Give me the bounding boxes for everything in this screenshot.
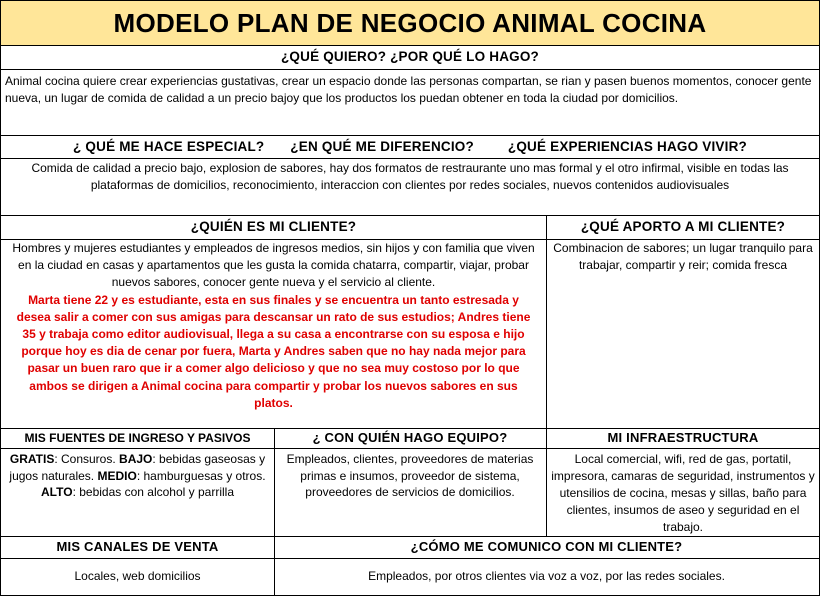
cliente-persona-text: Marta tiene 22 y es estudiante, esta en sus finales y se encuentra un tanto estresada y desea salir a comer con sus amigas para descansar un rato de sus estudios; Andres tiene 35 y trabaja como editor audiovisual, llega a su casa a encontrarse con su esposa e hijo porque hoy es dia de cenar por fuera, Marta y Andres saben que no hay nada mejor para pasar un buen raro que ir a comer algo delicioso y que no sea muy costoso por lo que ambos se dirigen a Animal cocina para compartir y probar los nuevos sabores en sus platos. bbox=[16, 292, 531, 410]
especial-section bbox=[0, 159, 820, 216]
bajo-text: : bebidas gaseosas y jugos naturales. bbox=[9, 452, 266, 483]
medio-label: MEDIO bbox=[97, 468, 137, 483]
medio-text: : hamburguesas y otros. bbox=[136, 468, 266, 483]
canales-text: Locales, web domicilios bbox=[74, 569, 201, 583]
gratis-text: : Consuros. bbox=[54, 452, 120, 466]
especial-header bbox=[0, 136, 820, 159]
cliente-header-text: ¿QUIÉN ES MI CLIENTE? bbox=[190, 219, 357, 234]
especial-text: Comida de calidad a precio bajo, explosion de sabores, hay dos formatos de restraurante uno mas formal y el otro infirmal, visible en todas las plataformas de domicilios, reconocimiento, interaccion con clientes por redes sociales, nuevos contenidos audiovisuales bbox=[31, 161, 789, 192]
ingresos-header bbox=[0, 429, 275, 449]
ingresos-section bbox=[0, 449, 275, 537]
especial-header-2: ¿EN QUÉ ME DIFERENCIO? bbox=[290, 139, 474, 154]
equipo-header bbox=[274, 429, 547, 449]
infraestructura-header bbox=[546, 429, 820, 449]
aporto-header-text: ¿QUÉ APORTO A MI CLIENTE? bbox=[580, 219, 786, 234]
comunico-section bbox=[274, 559, 820, 596]
comunico-header-text: ¿CÓMO ME COMUNICO CON MI CLIENTE? bbox=[410, 539, 683, 554]
canales-header-text: MIS CANALES DE VENTA bbox=[56, 539, 219, 554]
equipo-section bbox=[274, 449, 547, 537]
bajo-label: BAJO bbox=[119, 452, 153, 466]
infraestructura-section bbox=[546, 449, 820, 537]
infraestructura-header-text: MI INFRAESTRUCTURA bbox=[607, 430, 759, 445]
gratis-label: GRATIS bbox=[9, 452, 55, 466]
aporto-text: Combinacion de sabores; un lugar tranquilo para trabajar, compartir y reir; comida fresca bbox=[553, 241, 813, 272]
cliente-section bbox=[0, 240, 547, 429]
comunico-header bbox=[274, 537, 820, 559]
alto-label: ALTO bbox=[41, 485, 73, 499]
que-quiero-header bbox=[0, 46, 820, 70]
especial-header-1: ¿ QUÉ ME HACE ESPECIAL? bbox=[73, 139, 265, 154]
que-quiero-header-text: ¿QUÉ QUIERO? ¿POR QUÉ LO HAGO? bbox=[280, 49, 539, 64]
aporto-section bbox=[546, 240, 820, 429]
comunico-text: Empleados, por otros clientes via voz a voz, por las redes sociales. bbox=[368, 569, 725, 583]
infraestructura-text: Local comercial, wifi, red de gas, portatil, impresora, camaras de seguridad, instrumentos y utensilios de cocina, mesas y sillas, baño para clientes, insumos de aseo y seguridad en el trabajo. bbox=[551, 452, 815, 534]
que-quiero-text: Animal cocina quiere crear experiencias gustativas, crear un espacio donde las personas compartan, se rian y pasen buenos momentos, conocer gente nueva, un lugar de comida de calidad a un precio bajoy que los productos los puedan obtener en toda la ciudad por domicilios. bbox=[5, 74, 812, 105]
ingresos-header-text: MIS FUENTES DE INGRESO Y PASIVOS bbox=[24, 431, 251, 445]
aporto-header bbox=[546, 216, 820, 240]
que-quiero-section bbox=[0, 70, 820, 136]
page-title: MODELO PLAN DE NEGOCIO ANIMAL COCINA bbox=[0, 0, 820, 46]
equipo-header-text: ¿ CON QUIÉN HAGO EQUIPO? bbox=[312, 430, 508, 445]
cliente-text: Hombres y mujeres estudiantes y empleados de ingresos medios, sin hijos y con familia que viven en la ciudad en casas y apartamentos que les gusta la comida chatarra, compartir, viajar, probar nuevos sabores, conocer gente nueva y el servicio al cliente. bbox=[12, 241, 535, 290]
equipo-text: Empleados, clientes, proveedores de materias primas e insumos, proveedor de sistema, proveedores de servicios de domicilios. bbox=[286, 452, 534, 499]
especial-header-3: ¿QUÉ EXPERIENCIAS HAGO VIVIR? bbox=[507, 139, 747, 154]
canales-header bbox=[0, 537, 275, 559]
cliente-header bbox=[0, 216, 547, 240]
alto-text: : bebidas con alcohol y parrilla bbox=[72, 485, 234, 499]
canales-section bbox=[0, 559, 275, 596]
